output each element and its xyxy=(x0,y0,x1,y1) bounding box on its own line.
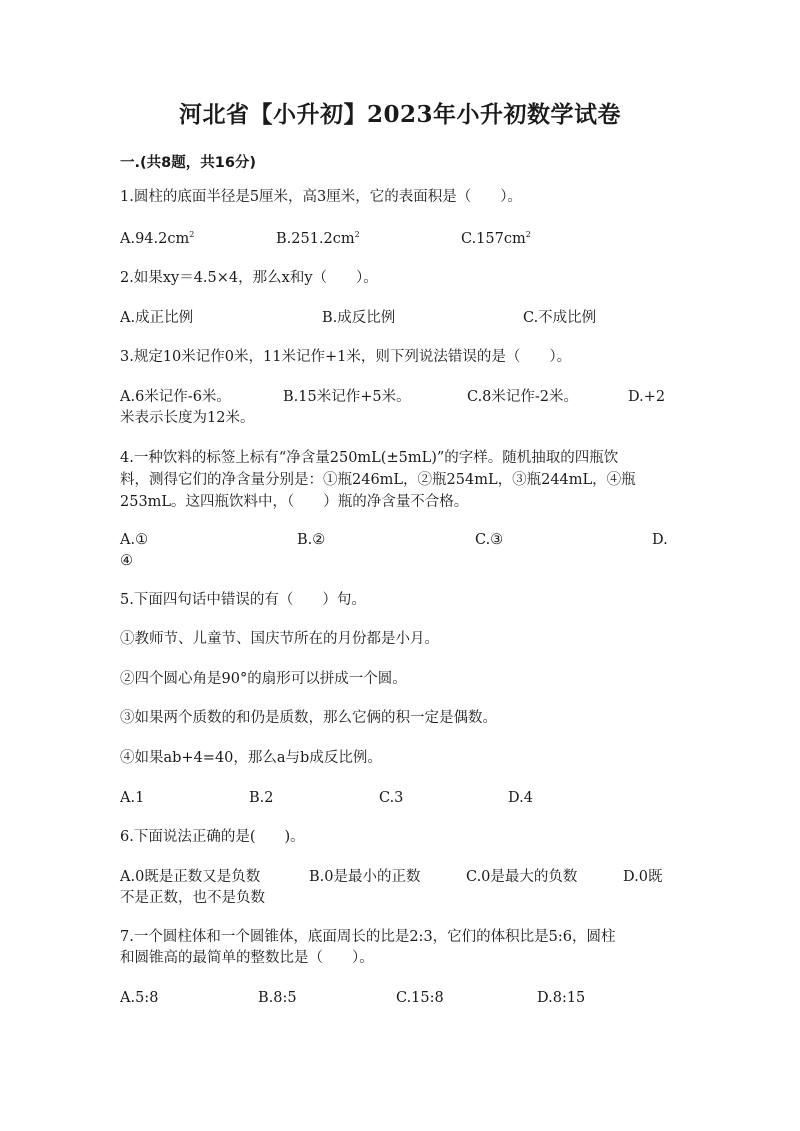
q5-statement-3: ③如果两个质数的和仍是质数，那么它俩的积一定是偶数。 xyxy=(120,710,497,726)
question-4-stem-line2: 料，测得它们的净含量分别是：①瓶246mL，②瓶254mL，③瓶244mL，④瓶 xyxy=(120,472,636,488)
q5-option-a: A.1 xyxy=(120,790,145,806)
question-2-stem: 2.如果xy＝4.5×4，那么x和y（ ）。 xyxy=(120,270,378,286)
q3-option-d: D.+2 xyxy=(628,389,666,405)
q6-option-c: C.0是最大的负数 xyxy=(466,869,578,885)
section-heading: 一.(共8题，共16分) xyxy=(120,155,257,171)
q2-option-a: A.成正比例 xyxy=(120,310,194,326)
question-7-stem-line2: 和圆锥高的最简单的整数比是（ ）。 xyxy=(120,950,374,966)
q5-statement-1: ①教师节、儿童节、国庆节所在的月份都是小月。 xyxy=(120,631,439,647)
q6-option-b: B.0是最小的正数 xyxy=(309,869,421,885)
q5-statement-2: ②四个圆心角是90°的扇形可以拼成一个圆。 xyxy=(120,671,407,687)
q4-option-b: B.② xyxy=(297,532,326,548)
q5-statement-4: ④如果ab+4=40，那么a与b成反比例。 xyxy=(120,750,382,766)
q1-option-c: $C.157cm^2$ xyxy=(461,230,531,247)
q7-option-d: D.8:15 xyxy=(537,990,586,1006)
q3-option-c: C.8米记作-2米。 xyxy=(467,389,579,405)
question-3-stem: 3.规定10米记作0米，11米记作+1米，则下列说法错误的是（ ）。 xyxy=(120,349,572,365)
question-7-stem-line1: 7.一个圆柱体和一个圆锥体，底面周长的比是2:3，它们的体积比是5:6，圆柱 xyxy=(120,929,616,945)
q6-option-d: D.0既 xyxy=(623,869,663,885)
q6-option-a: A.0既是正数又是负数 xyxy=(120,869,261,885)
q2-option-c: C.不成比例 xyxy=(523,310,597,326)
q5-option-d: D.4 xyxy=(508,790,533,806)
q5-option-b: B.2 xyxy=(249,790,274,806)
page-title: 河北省【小升初】2023年小升初数学试卷 xyxy=(178,101,621,128)
q2-option-b: B.成反比例 xyxy=(322,310,396,326)
q4-option-d-wrap: ④ xyxy=(120,553,133,569)
q6-option-d-wrap: 不是正数，也不是负数 xyxy=(120,890,265,906)
question-5-stem: 5.下面四句话中错误的有（ ）句。 xyxy=(120,592,366,608)
question-6-stem: 6.下面说法正确的是( )。 xyxy=(120,829,305,845)
q1-option-b: $B.251.2cm^2$ xyxy=(276,230,360,247)
question-1-stem: 1.圆柱的底面半径是5厘米，高3厘米，它的表面积是（ ）。 xyxy=(120,189,523,205)
q4-option-c: C.③ xyxy=(475,532,504,548)
question-4-stem-line3: 253mL。这四瓶饮料中，（ ）瓶的净含量不合格。 xyxy=(120,494,469,510)
q7-option-b: B.8:5 xyxy=(258,990,297,1006)
q5-option-c: C.3 xyxy=(379,790,404,806)
q3-option-b: B.15米记作+5米。 xyxy=(283,389,411,405)
q4-option-a: A.① xyxy=(120,532,149,548)
q7-option-c: C.15:8 xyxy=(396,990,444,1006)
q3-option-d-wrap: 米表示长度为12米。 xyxy=(120,410,255,426)
question-4-stem-line1: 4.一种饮料的标签上标有“净含量250mL(±5mL)”的字样。随机抽取的四瓶饮 xyxy=(120,450,619,466)
q1-option-a: $A.94.2cm^2$ xyxy=(120,230,195,247)
q7-option-a: A.5:8 xyxy=(120,990,159,1006)
q4-option-d: D. xyxy=(652,532,668,548)
q3-option-a: A.6米记作-6米。 xyxy=(120,389,231,405)
